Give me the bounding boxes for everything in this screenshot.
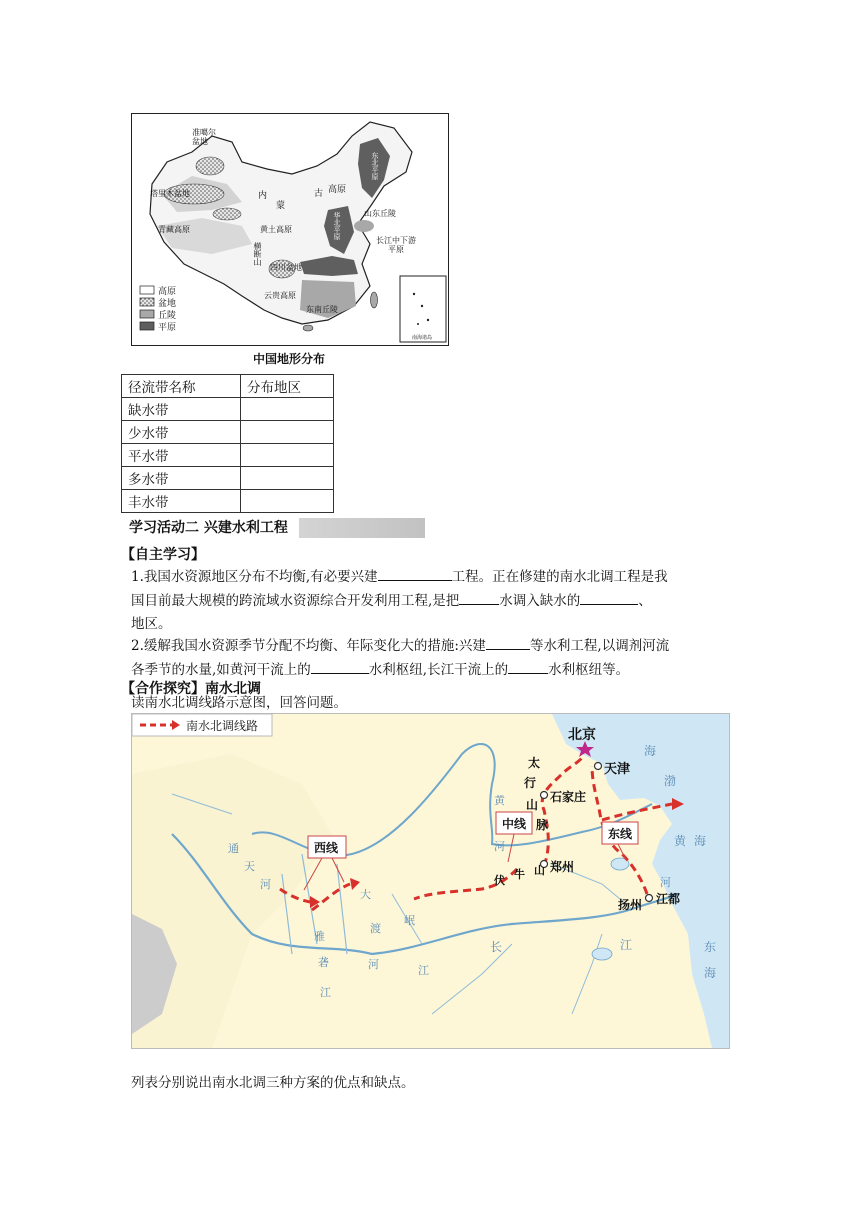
q2-blank-3[interactable] [508, 658, 548, 674]
sea-bohai-1: 渤 [664, 774, 677, 788]
distribution-cell[interactable] [241, 421, 334, 444]
distribution-cell[interactable] [241, 467, 334, 490]
river-yalong-3: 江 [320, 986, 331, 999]
map-instruction: 读南水北调线路示意图，回答问题。 [131, 695, 347, 711]
legend-plain: 平原 [158, 323, 177, 333]
q2-blank-1[interactable] [486, 634, 530, 650]
label-im-2: 蒙 [276, 201, 286, 211]
header-distribution: 分布地区 [241, 375, 334, 398]
label-yangtze: 长江中下游 平原 [376, 236, 416, 254]
sea-donghai-1: 东 [704, 940, 717, 954]
river-yalong-2: 砻 [318, 956, 329, 969]
distribution-cell[interactable] [241, 444, 334, 467]
label-sichuan: 四川盆地 [270, 263, 302, 272]
zone-name-cell: 多水带 [122, 467, 241, 490]
table-row [122, 467, 334, 490]
label-shandong: 山东丘陵 [364, 209, 396, 218]
river-yalong-1: 雅 [314, 930, 325, 943]
west-route-line-2 [312, 884, 350, 910]
table-row [122, 398, 334, 421]
river-dadu-2: 渡 [370, 922, 381, 935]
city-shijiazhuang: 石家庄 [550, 790, 587, 804]
q2-text-e: 水利枢纽等。 [548, 662, 630, 678]
question-2 [131, 634, 731, 682]
river-changjiang-2: 江 [620, 938, 633, 952]
label-inset: 南海诸岛 [412, 335, 433, 341]
q2-text-a: 2.缓解我国水资源季节分配不均衡、年际变化大的措施:兴建 [131, 638, 486, 654]
q2-text-c: 各季节的水量,如黄河干流上的 [131, 662, 311, 678]
label-yungui: 云贵高原 [264, 291, 296, 300]
river-dadu-1: 大 [360, 888, 371, 901]
label-im-3: 古 [314, 189, 324, 199]
q1-text-e: 、 [638, 593, 652, 609]
q1-blank-2[interactable] [459, 589, 499, 605]
runoff-zone-table [121, 374, 334, 513]
zone-name-cell: 丰水带 [122, 490, 241, 513]
q1-text-b: 工程。正在修建的南水北调工程是我 [451, 569, 668, 585]
mountain-funiu-3: 山 [534, 864, 545, 877]
city-jiangdu: 江都 [656, 892, 681, 906]
legend-route: 南水北调线路 [186, 719, 259, 733]
sea-huanghai-1: 黄 [674, 834, 687, 848]
question-1 [131, 565, 731, 636]
city-beijing: 北京 [568, 727, 596, 743]
mountain-taihang-2: 行 [524, 776, 537, 790]
china-terrain-map [131, 113, 449, 346]
q1-text-f: 地区。 [131, 616, 172, 632]
q1-blank-1[interactable] [378, 565, 452, 581]
label-im-4: 高原 [328, 185, 347, 195]
zone-name-cell: 少水带 [122, 421, 241, 444]
label-junggar: 准噶尔 盆地 [192, 128, 216, 146]
sea-bohai-2: 海 [644, 744, 657, 758]
final-question: 列表分别说出南水北调三种方案的优点和缺点。 [131, 1075, 415, 1091]
table-row [122, 444, 334, 467]
legend-plateau: 高原 [158, 287, 177, 297]
table-row [122, 490, 334, 513]
table-row [122, 421, 334, 444]
city-zhengzhou: 郑州 [550, 860, 575, 874]
coop-title: 南水北调 [205, 681, 261, 697]
sea-huanghai-2: 海 [694, 834, 707, 848]
terrain-map-caption: 中国地形分布 [252, 352, 325, 366]
route-label-west: 西线 [314, 841, 339, 855]
distribution-cell[interactable] [241, 490, 334, 513]
mountain-taihang-3: 山 [526, 798, 539, 812]
route-label-east: 东线 [608, 827, 633, 841]
q2-text-b: 等水利工程,以调剂河流 [529, 638, 670, 654]
label-loess: 黄土高原 [260, 225, 292, 234]
sea-donghai-2: 海 [704, 966, 717, 980]
label-north-china: 华北平原 [333, 212, 341, 240]
q1-blank-3[interactable] [580, 589, 638, 605]
q2-text-d: 水利枢纽,长江干流上的 [368, 662, 509, 678]
q2-blank-2[interactable] [311, 658, 369, 674]
mountain-funiu-2: 牛 [514, 868, 525, 881]
river-huang-1: 黄 [494, 794, 505, 807]
table-header-row [122, 375, 334, 398]
distribution-cell[interactable] [241, 398, 334, 421]
city-tianjin: 天津 [604, 762, 631, 777]
south-north-diversion-map [131, 713, 730, 1049]
river-tongtian-3: 河 [260, 878, 271, 891]
label-im-1: 内 [258, 191, 268, 201]
diversion-map-graphic [132, 714, 729, 1048]
zone-name-cell: 缺水带 [122, 398, 241, 421]
legend-basin: 盆地 [158, 299, 177, 309]
q1-text-d: 水调入缺水的 [499, 593, 581, 609]
label-hengduan: 横断山 [253, 242, 262, 266]
section-heading: 学习活动二 兴建水利工程 [121, 518, 425, 538]
label-qinghai-tibet: 青藏高原 [158, 225, 190, 234]
mountain-taihang-1: 太 [528, 756, 541, 770]
river-changjiang-1: 长 [490, 940, 503, 954]
river-tongtian-1: 通 [228, 842, 239, 855]
city-yangzhou: 扬州 [618, 898, 643, 912]
route-label-middle: 中线 [502, 817, 527, 831]
mountain-funiu-1: 伏 [494, 874, 505, 887]
river-jinsha: 江 [418, 964, 429, 977]
river-huang-2: 河 [494, 840, 505, 853]
q1-text-c: 国目前最大规模的跨流域水资源综合开发利用工程,是把 [131, 593, 460, 609]
middle-route-north [542, 752, 583, 866]
label-southeast: 东南丘陵 [306, 305, 338, 314]
self-study-heading: 【自主学习】 [121, 547, 205, 563]
q1-text-a: 1.我国水资源地区分布不均衡,有必要兴建 [131, 569, 378, 585]
coop-bracket: 【合作探究】 [121, 681, 205, 697]
river-he: 河 [660, 876, 671, 889]
river-dadu-3: 河 [368, 958, 379, 971]
label-northeast: 东北平原 [371, 152, 379, 180]
header-zone-name: 径流带名称 [122, 375, 241, 398]
label-tarim: 塔里木盆地 [150, 189, 190, 198]
river-tongtian-2: 天 [244, 860, 255, 873]
river-min: 岷 [404, 914, 415, 927]
legend-hills: 丘陵 [158, 311, 177, 321]
zone-name-cell: 平水带 [122, 444, 241, 467]
mountain-taihang-4: 脉 [536, 818, 549, 832]
